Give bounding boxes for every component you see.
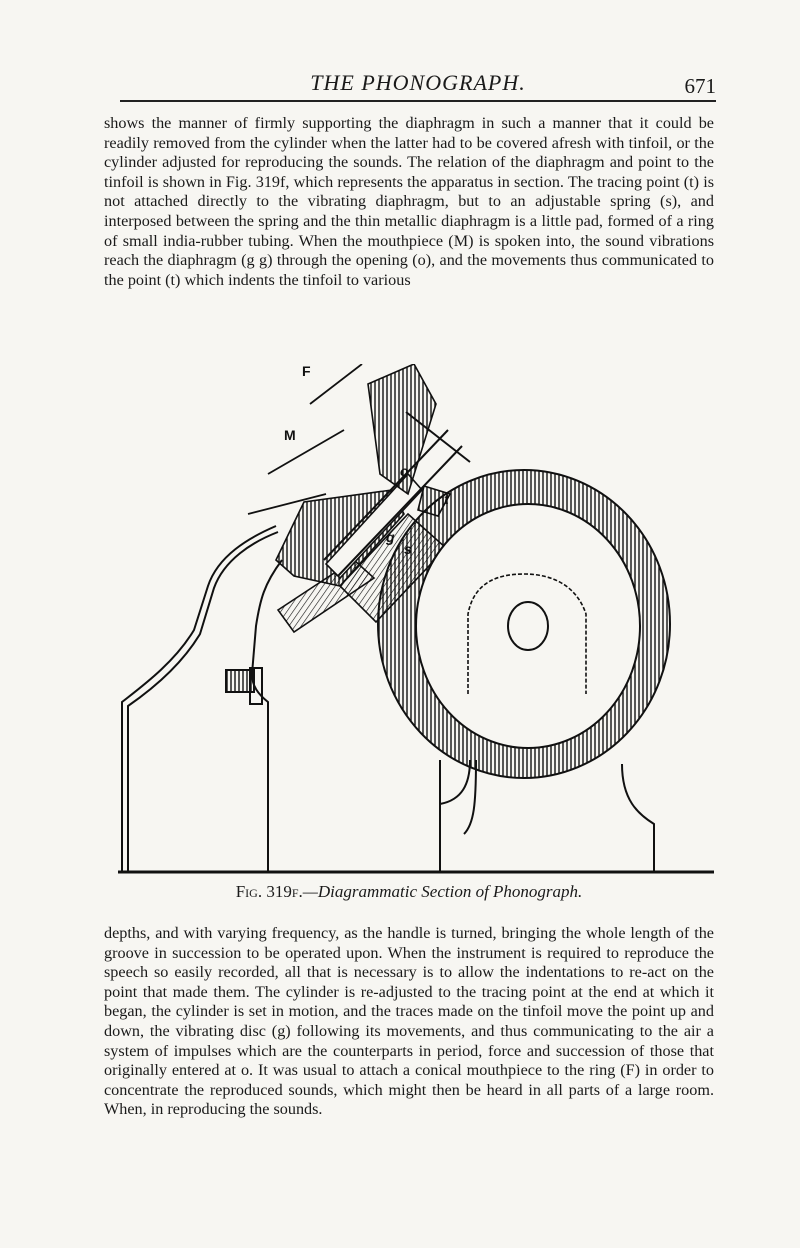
label-o: o <box>400 463 409 479</box>
mouthpiece <box>248 364 362 514</box>
label-t: t <box>444 491 449 507</box>
running-title: THE PHONOGRAPH. <box>310 70 526 95</box>
caption-number: Fig. 319f. <box>235 882 303 901</box>
left-stand <box>122 526 282 872</box>
page-number: 671 <box>684 74 716 98</box>
paragraph-1: shows the manner of firmly supporting the diaphragm in such a manner that it could be readily removed from the cylinder when the latter had to be covered afresh with tinfoil, or the cylinder adjusted for reproducing the sounds. The relation of the diaphragm and point to the tinfoil is shown in Fig. 319f, which represents the apparatus in section. The tracing point (t) is not attached directly to the vibrating diaphragm, but to an adjustable spring (s), and interposed between the spring and the thin metallic diaphragm is a little pad, formed of a ring of small india-rubber tubing. When the mouthpiece (M) is spoken into, the sound vibrations reach the diaphragm (g g) through the opening (o), and the movements thus communicated to the point (t) which indents the tinfoil to various <box>104 114 714 289</box>
label-F: F <box>302 364 311 379</box>
page-header <box>120 66 716 100</box>
phonograph-figure <box>118 364 714 876</box>
figure-caption <box>104 882 714 902</box>
paragraph-2: depths, and with varying frequency, as the handle is turned, bringing the whole length of the groove in succession to be operated upon. When the instrument is required to reproduce the speech so easily recorded, all that is necessary is to allow the indentations to re-act on the point that made them. The cylinder is re-adjusted to the tracing point at the end at which it began, the cylinder is set in motion, and the traces made on the tinfoil move the point up and down, the vibrating disc (g) following its movements, and thus communicating to the air a system of impulses which are the counterparts in period, force and succession of those that originally entered at o. It was usual to attach a conical mouthpiece to the ring (F) in order to concentrate the reproduced sounds, which might then be heard in all parts of a large room. When, in reproducing the sounds. <box>104 924 714 1119</box>
label-s: s <box>404 541 412 557</box>
label-M: M <box>284 427 296 443</box>
cylinder <box>378 470 670 778</box>
label-g: g <box>386 529 395 545</box>
caption-title: —Diagrammatic Section of Phonograph. <box>302 882 583 901</box>
header-rule <box>120 100 716 102</box>
phonograph-section-diagram <box>118 364 714 876</box>
